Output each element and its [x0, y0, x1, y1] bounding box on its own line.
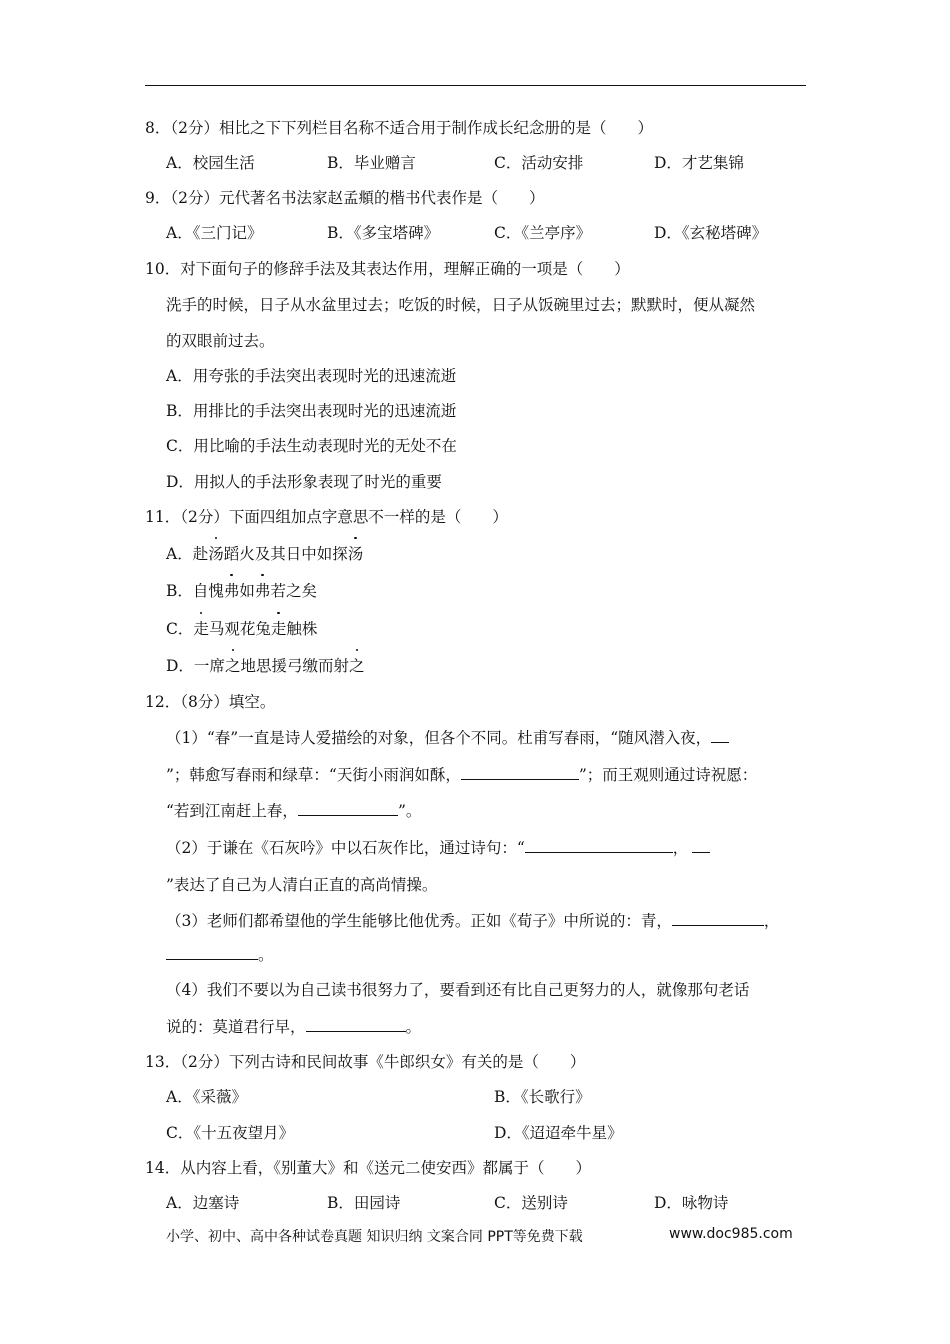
q13-stem: 13．（2分）下列古诗和民间故事《牛郎织女》有关的是（ ） — [145, 1053, 586, 1071]
q13-options-row1 — [0, 1087, 950, 1107]
q12-p1-line1 — [166, 728, 729, 748]
q11-d-text1: D．一席 — [166, 657, 225, 675]
q12-p1-text3: ”；而王观则通过诗祝愿： — [578, 766, 758, 784]
q11-option-c[interactable] — [166, 619, 317, 639]
q8-option-d[interactable]: D．才艺集锦 — [654, 154, 744, 172]
q12-p4-text1: 说的：莫道君行早， — [166, 1018, 306, 1036]
q14-option-b[interactable]: B．田园诗 — [327, 1194, 401, 1212]
q12-p1-text4: “若到江南赶上春， — [166, 802, 298, 820]
q11-d-text2: 地思援弓缴而射 — [240, 657, 349, 675]
q12-p2-blank1[interactable] — [525, 838, 673, 853]
q12-p2-text2: ， — [672, 839, 689, 857]
q12-p3-text3: 。 — [258, 946, 274, 964]
q10-option-b[interactable]: B．用排比的手法突出表现时光的迅速流逝 — [166, 402, 457, 420]
q8-option-c[interactable]: C．活动安排 — [494, 154, 584, 172]
q14-stem: 14．从内容上看，《别董大》和《送元二使安西》都属于（ ） — [145, 1159, 591, 1177]
q8-options — [0, 153, 950, 173]
q10-passage-line1: 洗手的时候，日子从水盆里过去；吃饭的时候，日子从饭碗里过去；默默时，便从凝然 — [166, 296, 756, 314]
q11-d-dotted1: 之 — [224, 657, 241, 675]
q14-option-c[interactable]: C．送别诗 — [494, 1194, 568, 1212]
q11-a-text1: A．赴 — [166, 545, 209, 563]
q11-c-text1: C． — [166, 620, 194, 638]
q10-option-c[interactable]: C．用比喻的手法生动表现时光的无处不在 — [166, 437, 457, 455]
q12-p2-text1: （2）于谦在《石灰吟》中以石灰作比，通过诗句：“ — [166, 839, 525, 857]
q11-stem: 11．（2分）下面四组加点字意思不一样的是（ ） — [145, 508, 508, 526]
q11-c-dotted1: 走 — [193, 620, 209, 638]
q12-p3-text1: （3）老师们都希望他的学生能够比他优秀。正如《荀子》中所说的：青， — [166, 912, 672, 930]
q12-p1-text2: ”；韩愈写春雨和绿草：“天街小雨润如酥， — [166, 766, 461, 784]
q12-p1-blank2[interactable] — [461, 765, 579, 780]
q8-stem: 8．（2分）相比之下下列栏目名称不适合用于制作成长纪念册的是（ ） — [145, 119, 653, 137]
q8-option-a[interactable]: A．校园生活 — [166, 154, 255, 172]
q11-a-dotted2: 汤 — [347, 545, 364, 563]
q12-p1-line3 — [166, 801, 421, 821]
q12-p3-blank1[interactable] — [672, 911, 764, 926]
q11-a-text2: 蹈火及其日中如探 — [223, 545, 348, 563]
q10-passage-line2: 的双眼前过去。 — [166, 332, 275, 350]
q12-p2-blank2[interactable] — [692, 838, 710, 853]
q13-option-c[interactable]: C．《十五夜望月》 — [166, 1124, 295, 1142]
q12-p1-text1: （1）“春”一直是诗人爱描绘的对象，但各个不同。杜甫写春雨，“随风潜入夜， — [166, 729, 712, 747]
q12-p3-text2: ， — [763, 912, 780, 930]
q12-p1-line2 — [166, 765, 757, 785]
q13-option-a[interactable]: A．《采薇》 — [166, 1088, 247, 1106]
header-rule — [145, 85, 806, 86]
q11-b-dotted1: 弗 — [223, 582, 240, 600]
q11-c-text2: 马观花兔 — [208, 620, 271, 638]
q9-option-a[interactable]: A．《三门记》 — [166, 224, 263, 242]
q14-option-d[interactable]: D．咏物诗 — [654, 1194, 729, 1212]
footer — [166, 1226, 793, 1246]
q12-p1-text5: ”。 — [397, 802, 422, 820]
q12-stem: 12．（8分）填空。 — [145, 693, 276, 711]
q9-option-d[interactable]: D．《玄秘塔碑》 — [654, 224, 768, 242]
q14-option-a[interactable]: A．边塞诗 — [166, 1194, 240, 1212]
q10-stem: 10．对下面句子的修辞手法及其表达作用，理解正确的一项是（ ） — [145, 260, 630, 278]
q11-d-dotted2: 之 — [348, 657, 365, 675]
q12-p4-line2 — [166, 1017, 421, 1037]
q11-b-dotted2: 弗 — [254, 582, 271, 600]
q11-option-a[interactable] — [166, 544, 363, 564]
q13-option-b[interactable]: B．《长歌行》 — [494, 1088, 591, 1106]
q12-p2-line1 — [166, 838, 710, 858]
q12-p3-line2 — [166, 945, 274, 965]
q11-option-d[interactable] — [166, 656, 364, 676]
q12-p4-text2: 。 — [405, 1018, 422, 1036]
footer-url[interactable]: www.doc985.com — [669, 1226, 793, 1242]
q9-options — [0, 223, 950, 243]
q13-options-row2 — [0, 1123, 950, 1143]
q9-option-c[interactable]: C．《兰亭序》 — [494, 224, 592, 242]
footer-text: 小学、初中、高中各种试卷真题 知识归纳 文案合同 PPT等免费下载 — [166, 1229, 583, 1245]
q12-p3-line1 — [166, 911, 779, 931]
q11-option-b[interactable] — [166, 581, 317, 601]
q12-p1-blank1[interactable] — [711, 728, 729, 743]
q14-options — [0, 1193, 950, 1213]
q11-b-text2: 如 — [239, 582, 255, 600]
q11-b-text3: 若之矣 — [270, 582, 317, 600]
q11-c-dotted2: 走 — [270, 620, 287, 638]
q9-option-b[interactable]: B．《多宝塔碑》 — [327, 224, 440, 242]
q12-p2-line2: ”表达了自己为人清白正直的高尚情操。 — [166, 876, 438, 894]
q12-p1-blank3[interactable] — [298, 801, 398, 816]
q13-option-d[interactable]: D．《迢迢牵牛星》 — [494, 1124, 623, 1142]
q12-p4-blank1[interactable] — [306, 1017, 406, 1032]
q10-option-a[interactable]: A．用夸张的手法突出表现时光的迅速流逝 — [166, 367, 457, 385]
q11-a-dotted1: 汤 — [208, 545, 224, 563]
q11-b-text1: B．自愧 — [166, 582, 224, 600]
q9-stem: 9．（2分）元代著名书法家赵孟頫的楷书代表作是（ ） — [145, 189, 545, 207]
q12-p4-line1: （4）我们不要以为自己读书很努力了，要看到还有比自己更努力的人，就像那句老话 — [166, 981, 750, 999]
q10-option-d[interactable]: D．用拟人的手法形象表现了时光的重要 — [166, 473, 442, 491]
q8-option-b[interactable]: B．毕业赠言 — [327, 154, 416, 172]
q11-c-text3: 触株 — [286, 620, 318, 638]
q12-p3-blank2[interactable] — [166, 945, 258, 960]
